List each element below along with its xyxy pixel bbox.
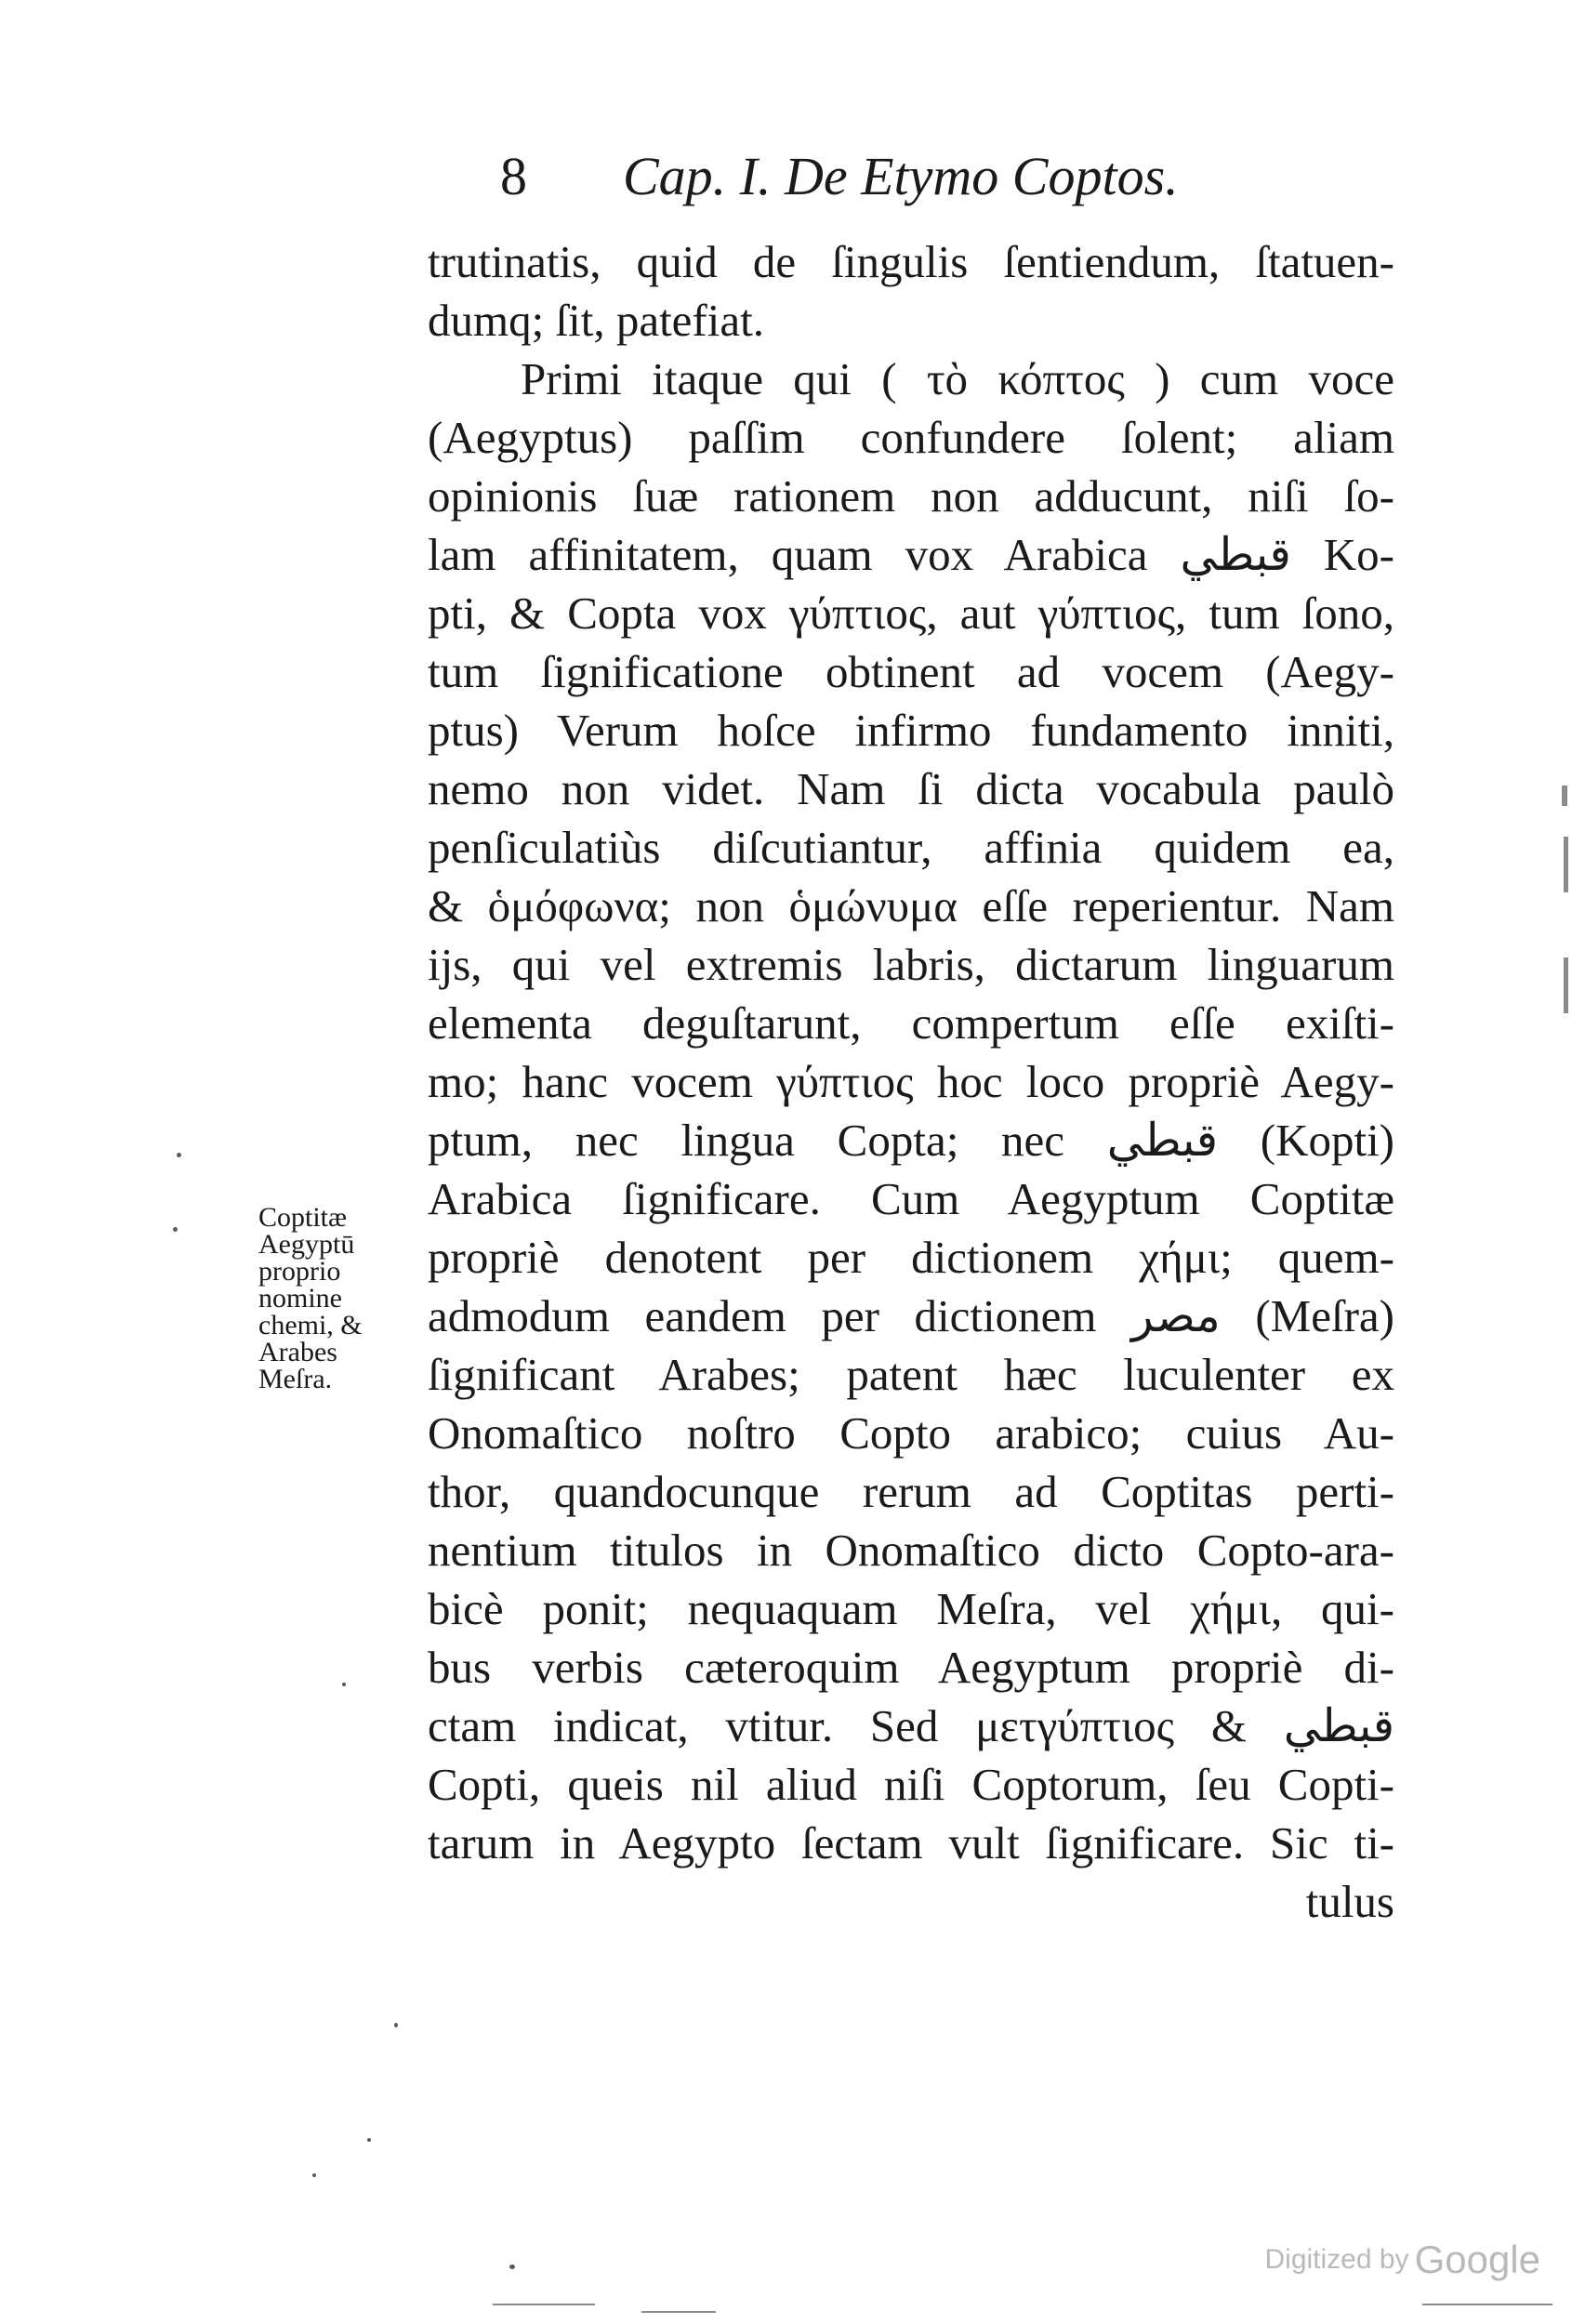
text-line: ptus) Verum hoſce infirmo fundamento inniti, xyxy=(428,705,1394,756)
text-line: dumq; ſit, patefiat. xyxy=(428,295,764,346)
text-line: trutinatis, quid de ſingulis ſentiendum, ſtatuen- xyxy=(428,236,1394,287)
catchword: tulus xyxy=(1305,1876,1394,1927)
text-line: (Aegyptus) paſſim confundere ſolent; aliam xyxy=(428,412,1394,463)
scan-speck xyxy=(173,1227,178,1232)
scan-speck xyxy=(312,2173,316,2177)
scan-edge-line xyxy=(641,2311,716,2313)
running-head xyxy=(493,139,1422,214)
text-line: lam affinitatem, quam vox Arabica قبطي Ko- xyxy=(428,529,1394,580)
text-line: bus verbis cæteroquim Aegyptum propriè di- xyxy=(428,1642,1394,1693)
watermark-brand: Google xyxy=(1414,2238,1540,2281)
scan-edge-line xyxy=(1564,837,1568,892)
scan-edge-line xyxy=(1562,786,1567,806)
text-line: Copti, queis nil aliud niſi Coptorum, ſeu Copti- xyxy=(428,1759,1394,1810)
marginal-note-line: proprio xyxy=(258,1256,341,1287)
scan-edge-line xyxy=(493,2304,595,2305)
text-line: penſiculatiùs diſcutiantur, affinia quidem ea, xyxy=(428,822,1394,873)
scan-speck xyxy=(177,1153,181,1157)
text-line: & ὁμόφωνα; non ὁμώνυμα eſſe reperientur. Nam xyxy=(428,880,1394,931)
text-line: ſignificant Arabes; patent hæc luculenter ex xyxy=(428,1349,1394,1400)
text-line: mo; hanc vocem γύπτιος hoc loco propriè Aegy- xyxy=(428,1056,1394,1107)
text-line: opinionis ſuæ rationem non adducunt, niſi ſo- xyxy=(428,470,1394,522)
text-line: nemo non videt. Nam ſi dicta vocabula paulò xyxy=(428,763,1394,814)
marginal-note-line: chemi, & xyxy=(258,1310,363,1340)
scan-speck xyxy=(367,2138,371,2142)
text-line: propriè denotent per dictionem χήμι; quem- xyxy=(428,1232,1394,1283)
text-line: ptum, nec lingua Copta; nec قبطي (Kopti) xyxy=(428,1115,1394,1166)
marginal-note-line: Meſra. xyxy=(258,1364,333,1394)
text-line: admodum eandem per dictionem مصر (Meſra) xyxy=(428,1290,1394,1341)
text-line: ijs, qui vel extremis labris, dictarum linguarum xyxy=(428,939,1394,990)
text-line: ctam indicat, vtitur. Sed μετγύπτιος & قبطي xyxy=(428,1700,1394,1751)
watermark-prefix: Digitized by xyxy=(1264,2244,1409,2275)
text-line: thor, quandocunque rerum ad Coptitas perti- xyxy=(428,1466,1394,1517)
text-line: Onomaſtico noſtro Copto arabico; cuius Au- xyxy=(428,1407,1394,1459)
text-line: elementa deguſtarunt, compertum eſſe exiſti- xyxy=(428,997,1394,1049)
text-line: Arabica ſignificare. Cum Aegyptum Coptitæ xyxy=(428,1173,1394,1224)
marginal-note-line: Arabes xyxy=(258,1337,337,1367)
text-line: bicè ponit; nequaquam Meſra, vel χήμι, qui- xyxy=(428,1583,1394,1634)
chapter-title: Cap. I. De Etymo Coptos. xyxy=(623,146,1179,206)
scan-edge-line xyxy=(1564,957,1568,1013)
digitized-watermark xyxy=(1224,2238,1540,2284)
scan-speck xyxy=(509,2265,515,2269)
scan-speck xyxy=(394,2023,398,2027)
page-number: 8 xyxy=(500,146,527,206)
text-line: pti, & Copta vox γύπτιος, aut γύπτιος, tum ſono, xyxy=(428,588,1394,639)
scan-edge-line xyxy=(1422,2304,1552,2305)
text-line: Primi itaque qui ( τὸ κόπτος ) cum voce xyxy=(521,353,1394,404)
text-line: nentium titulos in Onomaſtico dicto Copto-ara- xyxy=(428,1525,1394,1576)
marginal-note-line: nomine xyxy=(258,1283,342,1314)
marginal-note-line: Aegyptū xyxy=(258,1229,355,1260)
scan-speck xyxy=(342,1683,346,1686)
marginal-note xyxy=(258,1204,407,1393)
body-text xyxy=(428,232,1394,1931)
text-line: tarum in Aegypto ſectam vult ſignificare. Sic ti- xyxy=(428,1817,1394,1868)
text-line: tum ſignificatione obtinent ad vocem (Aegy- xyxy=(428,646,1394,697)
marginal-note-line: Coptitæ xyxy=(258,1202,348,1233)
